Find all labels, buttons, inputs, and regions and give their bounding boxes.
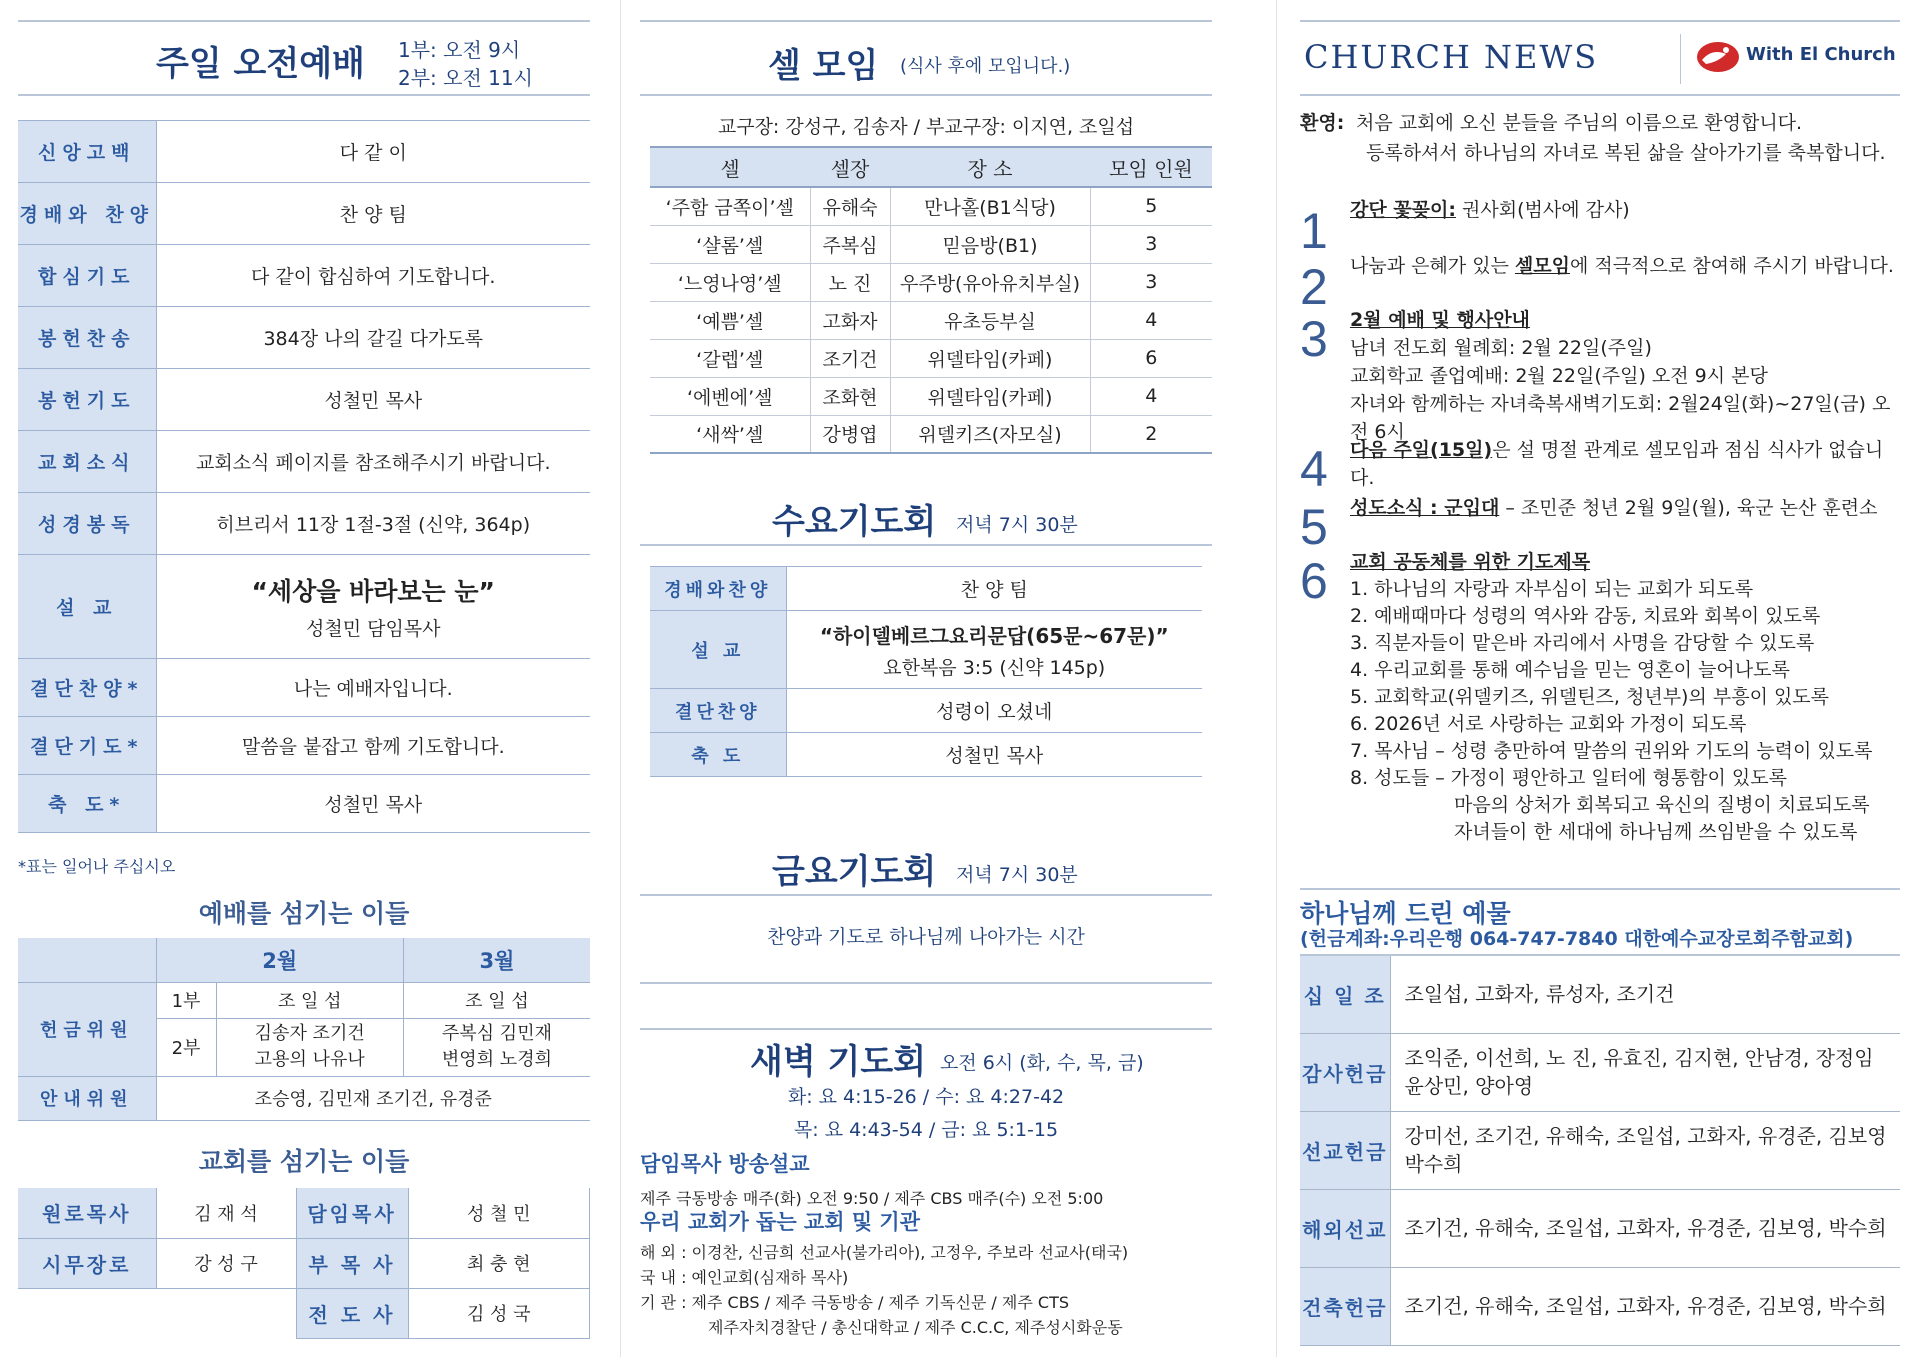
part2-feb: 김송자 조기건 고용의 나유나 <box>216 1018 403 1076</box>
staff-name: 성 철 민 <box>408 1188 590 1238</box>
dawn-prayer-title: 새벽 기도회 <box>750 1042 927 1082</box>
worship-order-value: 다 같이 합심하여 기도합니다. <box>156 245 590 307</box>
wednesday-order-text: 성철민 목사 <box>945 745 1044 767</box>
prayer-item: 2. 예배때마다 성령의 역사와 감동, 치료와 회복이 있도록 <box>1350 605 1821 627</box>
church-servers-title: 교회를 섬기는 이들 <box>198 1147 410 1176</box>
news-3-line-3: 자녀와 함께하는 자녀축복새벽기도회: 2월24일(화)~27일(금) 오전 6시 <box>1350 393 1891 443</box>
support-title: 우리 교회가 돕는 교회 및 기관 <box>640 1210 920 1234</box>
cell-table-cell: ‘에벤에’셀 <box>650 377 810 415</box>
cell-row <box>650 301 1212 339</box>
month-feb: 2월 <box>156 938 403 982</box>
dawn-prayer-time: 오전 6시 (화, 수, 목, 금) <box>940 1052 1144 1074</box>
worship-order-value: 교회소식 페이지를 참조해주시기 바랍니다. <box>156 431 590 493</box>
cell-table-cell: 6 <box>1090 339 1212 377</box>
church-logo-icon <box>1696 40 1740 74</box>
news-6-head: 교회 공동체를 위한 기도제목 <box>1350 551 1591 573</box>
worship-order-label: 축 도* <box>18 775 156 833</box>
cell-table-cell: 강병엽 <box>810 415 890 453</box>
cell-table-cell: 위델타임(카페) <box>890 339 1090 377</box>
offering-label: 선교헌금 <box>1300 1111 1390 1189</box>
cell-table-cell: ‘예쁨’셀 <box>650 301 810 339</box>
worship-order-row <box>18 121 590 183</box>
cell-table-cell: 3 <box>1090 225 1212 263</box>
offering-names: 조기건, 유해숙, 조일섭, 고화자, 유경준, 김보영, 박수희 <box>1390 1189 1900 1267</box>
offering-row <box>1300 1189 1900 1267</box>
news-2-bold: 셀모임 <box>1514 255 1571 277</box>
cell-table-cell: 조기건 <box>810 339 890 377</box>
welcome-line-1: 처음 교회에 오신 분들을 주님의 이름으로 환영합니다. <box>1356 112 1803 134</box>
wednesday-order-text: 성령이 오셨네 <box>936 701 1053 723</box>
cell-table-cell: 2 <box>1090 415 1212 453</box>
dawn-prayer-header <box>640 1028 1212 1082</box>
news-2-post: 에 적극적으로 참여해 주시기 바랍니다. <box>1570 255 1894 277</box>
worship-order-row <box>18 307 590 369</box>
worship-order-row <box>18 717 590 775</box>
prayer-item: 자녀들이 한 세대에 하나님께 쓰임받을 수 있도록 <box>1454 821 1858 843</box>
sermon-preacher: 성철민 담임목사 <box>305 618 441 640</box>
staff-title: 담임목사 <box>296 1188 408 1238</box>
part2-mar: 주복심 김민재 변영희 노경희 <box>403 1018 590 1076</box>
wednesday-order-row <box>650 733 1202 777</box>
cell-table-cell: 위델타임(카페) <box>890 377 1090 415</box>
sunday-worship-header <box>18 20 590 96</box>
wednesday-prayer-time: 저녁 7시 30분 <box>956 514 1078 536</box>
worship-order-row <box>18 659 590 717</box>
wednesday-order-row <box>650 689 1202 733</box>
worship-order-value: 말씀을 붙잡고 함께 기도합니다. <box>156 717 590 775</box>
cell-table-cell: 만나홀(B1식당) <box>890 187 1090 225</box>
staff-title <box>18 1288 156 1338</box>
worship-order-value: 다 같 이 <box>156 121 590 183</box>
worship-order-label: 교회소식 <box>18 431 156 493</box>
wednesday-order-text: 찬 양 팀 <box>960 579 1028 601</box>
offering-row <box>1300 1267 1900 1345</box>
offering-committee-label: 헌금위원 <box>18 982 156 1076</box>
friday-prayer-title: 금요기도회 <box>772 852 937 892</box>
welcome-line-2: 등록하셔서 하나님의 자녀로 복된 삶을 살아가기를 축복합니다. <box>1366 142 1886 164</box>
wednesday-order-label: 설 교 <box>650 611 786 689</box>
prayer-item: 4. 우리교회를 통해 예수님을 믿는 영혼이 늘어나도록 <box>1350 659 1790 681</box>
worship-order-row <box>18 369 590 431</box>
staff-row <box>18 1188 590 1238</box>
cell-table-cell: ‘새싹’셀 <box>650 415 810 453</box>
staff-row <box>18 1288 590 1338</box>
cell-table-header: 셀 <box>650 147 810 187</box>
worship-order-label: 봉헌기도 <box>18 369 156 431</box>
worship-order-value: 찬 양 팀 <box>156 183 590 245</box>
church-news-title: CHURCH NEWS <box>1304 38 1599 76</box>
news-4-head: 다음 주일(15일) <box>1350 439 1493 461</box>
worship-order-row <box>18 775 590 833</box>
usher-value: 조승영, 김민재 조기건, 유경준 <box>156 1076 590 1120</box>
staff-row <box>18 1238 590 1288</box>
worship-order-label: 결단기도* <box>18 717 156 775</box>
cell-row <box>650 339 1212 377</box>
cell-row <box>650 415 1212 453</box>
sermon-title: “세상을 바라보는 눈” <box>251 577 495 606</box>
news-1-text: 권사회(범사에 감사) <box>1455 199 1630 221</box>
cell-table-cell: 유해숙 <box>810 187 890 225</box>
support-abroad: 해 외 : 이경찬, 신금희 선교사(불가리아), 고정우, 주보라 선교사(태국) <box>640 1243 1129 1262</box>
wednesday-order-value <box>786 611 1202 689</box>
cell-table-cell: ‘샬롬’셀 <box>650 225 810 263</box>
cell-table-cell: 고화자 <box>810 301 890 339</box>
worship-servers-table <box>18 938 590 1121</box>
column-meetings <box>640 0 1212 1357</box>
worship-order-row <box>18 183 590 245</box>
offering-row <box>1300 1111 1900 1189</box>
offering-row <box>1300 1033 1900 1111</box>
worship-order-value: 성철민 목사 <box>156 369 590 431</box>
prayer-item: 7. 목사님 – 성령 충만하여 말씀의 권위와 기도의 능력이 있도록 <box>1350 740 1873 762</box>
cell-table-cell: 우주방(유아유치부실) <box>890 263 1090 301</box>
support-org-1: 기 관 : 제주 CBS / 제주 극동방송 / 제주 기독신문 / 제주 CTS <box>640 1293 1070 1312</box>
offering-label: 십 일 조 <box>1300 955 1390 1033</box>
cell-table-cell: ‘느영나영’셀 <box>650 263 810 301</box>
prayer-item: 5. 교회학교(위델키즈, 위델틴즈, 청년부)의 부흥이 있도록 <box>1350 686 1830 708</box>
part1-label: 1부 <box>156 982 216 1018</box>
wednesday-order-value <box>786 567 1202 611</box>
offering-names: 강미선, 조기건, 유해숙, 조일섭, 고화자, 유경준, 김보영 박수희 <box>1390 1111 1900 1189</box>
wednesday-order-label: 축 도 <box>650 733 786 777</box>
cell-table-cell: ‘주함 금쪽이’셀 <box>650 187 810 225</box>
news-1-head: 강단 꽃꽂이: <box>1350 199 1456 221</box>
cell-row <box>650 377 1212 415</box>
staff-title: 시무장로 <box>18 1238 156 1288</box>
news-number-3: 3 <box>1300 311 1328 367</box>
offering-names: 조일섭, 고화자, 류성자, 조기건 <box>1390 955 1900 1033</box>
news-4-text: 은 설 명절 관계로 셀모임과 점심 식사가 없습니다. <box>1350 439 1884 489</box>
wednesday-order-table <box>650 566 1202 777</box>
staff-name: 김 성 국 <box>408 1288 590 1338</box>
offering-label: 건축헌금 <box>1300 1267 1390 1345</box>
dawn-schedule-2: 목: 요 4:43-54 / 금: 요 5:1-15 <box>793 1119 1059 1141</box>
sunday-worship-title: 주일 오전예배 <box>156 44 365 84</box>
cell-table-cell: 노 진 <box>810 263 890 301</box>
prayer-item: 마음의 상처가 회복되고 육신의 질병이 치료되도록 <box>1454 794 1870 816</box>
welcome-label: 환영: <box>1300 112 1345 134</box>
worship-order-row <box>18 493 590 555</box>
support-org-2: 제주자치경찰단 / 총신대학교 / 제주 C.C.C, 제주성시화운동 <box>708 1318 1123 1337</box>
church-staff-table <box>18 1188 590 1339</box>
staff-title: 부 목 사 <box>296 1238 408 1288</box>
wednesday-order-label: 결단찬양 <box>650 689 786 733</box>
wednesday-sermon-title: “하이델베르그요리문답(65문~67문)” <box>819 623 1169 648</box>
staff-title: 원로목사 <box>18 1188 156 1238</box>
staff-name <box>156 1288 296 1338</box>
cell-table-cell: 3 <box>1090 263 1212 301</box>
service-time-1: 1부: 오전 9시 <box>398 38 521 62</box>
cell-table-header: 셀장 <box>810 147 890 187</box>
cell-table-cell: 4 <box>1090 377 1212 415</box>
cell-meeting-title: 셀 모임 <box>768 46 879 86</box>
news-3-line-2: 교회학교 졸업예배: 2월 22일(주일) 오전 9시 본당 <box>1350 365 1768 387</box>
staff-name: 강 성 구 <box>156 1238 296 1288</box>
cell-meeting-subtitle: (식사 후에 모입니다.) <box>900 56 1071 77</box>
offering-label: 해외선교 <box>1300 1189 1390 1267</box>
news-3-head: 2월 예배 및 행사안내 <box>1350 309 1530 331</box>
part1-mar: 조 일 섭 <box>403 982 590 1018</box>
friday-prayer-time: 저녁 7시 30분 <box>956 864 1078 886</box>
staff-name: 최 충 현 <box>408 1238 590 1288</box>
header-divider <box>1680 34 1681 84</box>
prayer-item: 1. 하나님의 자랑과 자부심이 되는 교회가 되도록 <box>1350 578 1754 600</box>
prayer-list <box>1350 576 1872 846</box>
prayer-item: 8. 성도들 – 가정이 평안하고 일터에 형통함이 있도록 <box>1350 767 1787 789</box>
cell-table-cell: 믿음방(B1) <box>890 225 1090 263</box>
cell-meeting-header <box>640 20 1212 96</box>
wednesday-order-row <box>650 567 1202 611</box>
sermon-label: 설 교 <box>18 555 156 659</box>
wednesday-prayer-title: 수요기도회 <box>772 502 937 542</box>
support-domestic: 국 내 : 예인교회(심재하 목사) <box>640 1268 849 1287</box>
usher-label: 안내위원 <box>18 1076 156 1120</box>
worship-order-value: 나는 예배자입니다. <box>156 659 590 717</box>
staff-title: 전 도 사 <box>296 1288 408 1338</box>
cell-row <box>650 263 1212 301</box>
news-number-4: 4 <box>1300 441 1328 497</box>
offering-account: (헌금계좌:우리은행 064-747-7840 대한예수교장로회주함교회) <box>1300 928 1854 950</box>
cell-table-cell: 조화현 <box>810 377 890 415</box>
worship-order-value: 히브리서 11장 1절-3절 (신약, 364p) <box>156 493 590 555</box>
dawn-schedule-1: 화: 요 4:15-26 / 수: 요 4:27-42 <box>787 1086 1065 1108</box>
offering-table <box>1300 954 1900 1346</box>
prayer-item: 3. 직분자들이 맡은바 자리에서 사명을 감당할 수 있도록 <box>1350 632 1815 654</box>
offering-names: 조익준, 이선희, 노 진, 유효진, 김지현, 안남경, 장정임 윤상민, 양아영 <box>1390 1033 1900 1111</box>
cell-table-cell: 4 <box>1090 301 1212 339</box>
stand-note: *표는 일어나 주십시오 <box>18 857 176 876</box>
wednesday-order-value <box>786 733 1202 777</box>
cell-table-header: 모임 인원 <box>1090 147 1212 187</box>
news-number-6: 6 <box>1300 553 1328 609</box>
sermon-value <box>156 555 590 659</box>
wednesday-prayer-header <box>640 490 1212 546</box>
worship-order-label: 합심기도 <box>18 245 156 307</box>
worship-order-label: 신앙고백 <box>18 121 156 183</box>
friday-prayer-header <box>640 840 1212 896</box>
broadcast-title: 담임목사 방송설교 <box>640 1152 810 1176</box>
cell-table <box>650 146 1212 454</box>
news-5-head: 성도소식 : 군입대 <box>1350 497 1500 519</box>
news-number-1: 1 <box>1300 203 1328 259</box>
cell-table-cell: 주복심 <box>810 225 890 263</box>
cell-table-cell: 유초등부실 <box>890 301 1090 339</box>
cell-table-cell: ‘갈렙’셀 <box>650 339 810 377</box>
wednesday-order-label: 경배와찬양 <box>650 567 786 611</box>
broadcast-text: 제주 극동방송 매주(화) 오전 9:50 / 제주 CBS 매주(수) 오전 5:00 <box>640 1189 1104 1208</box>
prayer-item: 6. 2026년 서로 사랑하는 교회와 가정이 되도록 <box>1350 713 1747 735</box>
church-news-header <box>1300 20 1900 96</box>
offering-label: 감사헌금 <box>1300 1033 1390 1111</box>
cell-table-header: 장 소 <box>890 147 1090 187</box>
worship-order-table <box>18 120 590 833</box>
news-3-line-1: 남녀 전도회 월례회: 2월 22일(주일) <box>1350 337 1652 359</box>
news-2-pre: 나눔과 은혜가 있는 <box>1350 255 1515 277</box>
worship-order-value: 성철민 목사 <box>156 775 590 833</box>
wednesday-order-row <box>650 611 1202 689</box>
cell-table-cell: 5 <box>1090 187 1212 225</box>
offering-title: 하나님께 드린 예물 <box>1300 888 1900 930</box>
worship-order-label: 봉헌찬송 <box>18 307 156 369</box>
worship-order-row <box>18 245 590 307</box>
offering-names: 조기건, 유해숙, 조일섭, 고화자, 유경준, 김보영, 박수희 <box>1390 1267 1900 1345</box>
column-church-news <box>1300 0 1900 1357</box>
part2-label: 2부 <box>156 1018 216 1076</box>
friday-prayer-desc: 찬양과 기도로 하나님께 나아가는 시간 <box>640 922 1212 984</box>
wednesday-order-text: 요한복음 3:5 (신약 145p) <box>883 656 1106 679</box>
staff-name: 김 재 석 <box>156 1188 296 1238</box>
news-5-text: – 조민준 청년 2월 9일(월), 육군 논산 훈련소 <box>1499 497 1878 519</box>
news-number-5: 5 <box>1300 499 1328 555</box>
column-sunday-worship <box>18 0 590 1357</box>
worship-servers-title: 예배를 섬기는 이들 <box>198 899 410 928</box>
cell-leaders: 교구장: 강성구, 김송자 / 부교구장: 이지연, 조일섭 <box>717 116 1135 138</box>
worship-order-label: 결단찬양* <box>18 659 156 717</box>
worship-order-label: 경배와 찬양 <box>18 183 156 245</box>
part1-feb: 조 일 섭 <box>216 982 403 1018</box>
worship-order-label: 성경봉독 <box>18 493 156 555</box>
wednesday-order-value <box>786 689 1202 733</box>
worship-order-row <box>18 555 590 659</box>
cell-row <box>650 225 1212 263</box>
service-time-2: 2부: 오전 11시 <box>398 66 533 90</box>
offering-row <box>1300 955 1900 1033</box>
church-logo-text: With El Church <box>1746 44 1896 65</box>
cell-row <box>650 187 1212 225</box>
cell-table-cell: 위델키즈(자모실) <box>890 415 1090 453</box>
worship-order-row <box>18 431 590 493</box>
news-number-2: 2 <box>1300 259 1328 315</box>
month-mar: 3월 <box>403 938 590 982</box>
worship-order-value: 384장 나의 갈길 다가도록 <box>156 307 590 369</box>
